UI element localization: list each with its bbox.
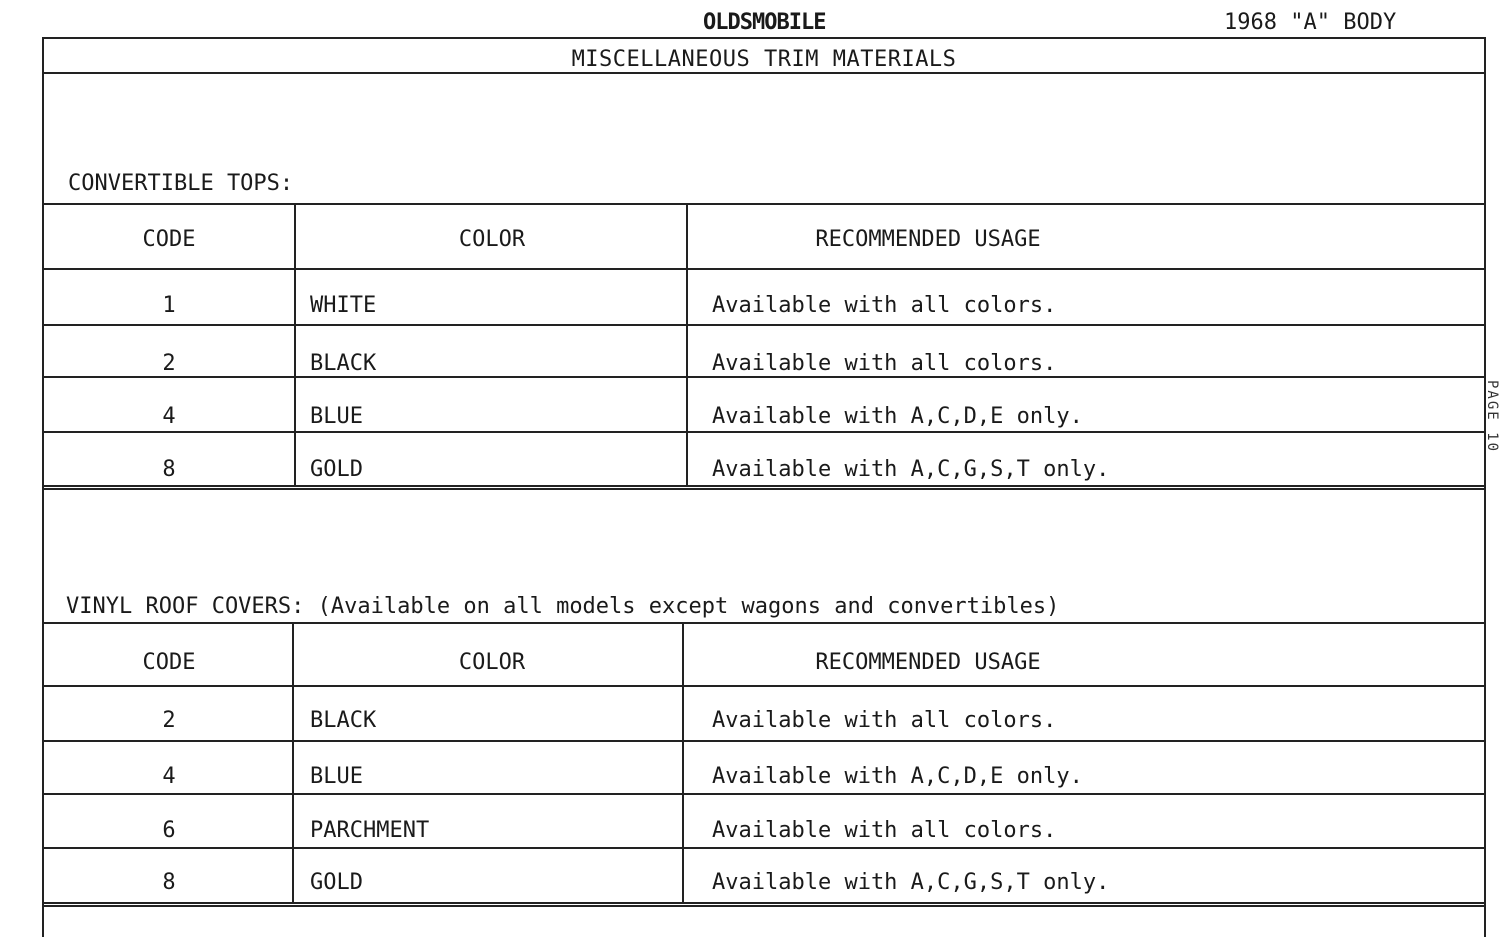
column-header-color: COLOR bbox=[458, 227, 526, 252]
column-header-usage: RECOMMENDED USAGE bbox=[815, 227, 1041, 252]
column-header-color: COLOR bbox=[458, 650, 526, 675]
column-header-usage: RECOMMENDED USAGE bbox=[815, 650, 1041, 675]
header-brand: OLDSMOBILE bbox=[703, 10, 826, 35]
margin-page-marker: PAGE 10 bbox=[1484, 380, 1500, 454]
title-rule bbox=[44, 72, 1484, 74]
vinyl-roof-covers-table: CODE COLOR RECOMMENDED USAGE 2 BLACK Available with all colors. 4 BLUE Available with A,C,D,E only. 6 PARCHMENT Available with all colors. 8 GOLD Available with A,C,G,S,T only. bbox=[44, 622, 1484, 912]
convertible-tops-table: CODE COLOR RECOMMENDED USAGE 1 WHITE Available with all colors. 2 BLACK Available with all colors. 4 BLUE Available with A,C,D,E only. 8 GOLD Available with A,C,G,S,T only. bbox=[44, 203, 1484, 491]
header-body-code: 1968 "A" BODY bbox=[1224, 10, 1397, 35]
document-title: MISCELLANEOUS TRIM MATERIALS bbox=[571, 47, 957, 72]
vinyl-roof-covers-label: VINYL ROOF COVERS: (Available on all models except wagons and convertibles) bbox=[66, 594, 1060, 619]
document-frame bbox=[42, 37, 1486, 937]
column-header-code: CODE bbox=[142, 650, 196, 675]
convertible-tops-label: CONVERTIBLE TOPS: bbox=[68, 171, 294, 196]
column-header-code: CODE bbox=[142, 227, 196, 252]
